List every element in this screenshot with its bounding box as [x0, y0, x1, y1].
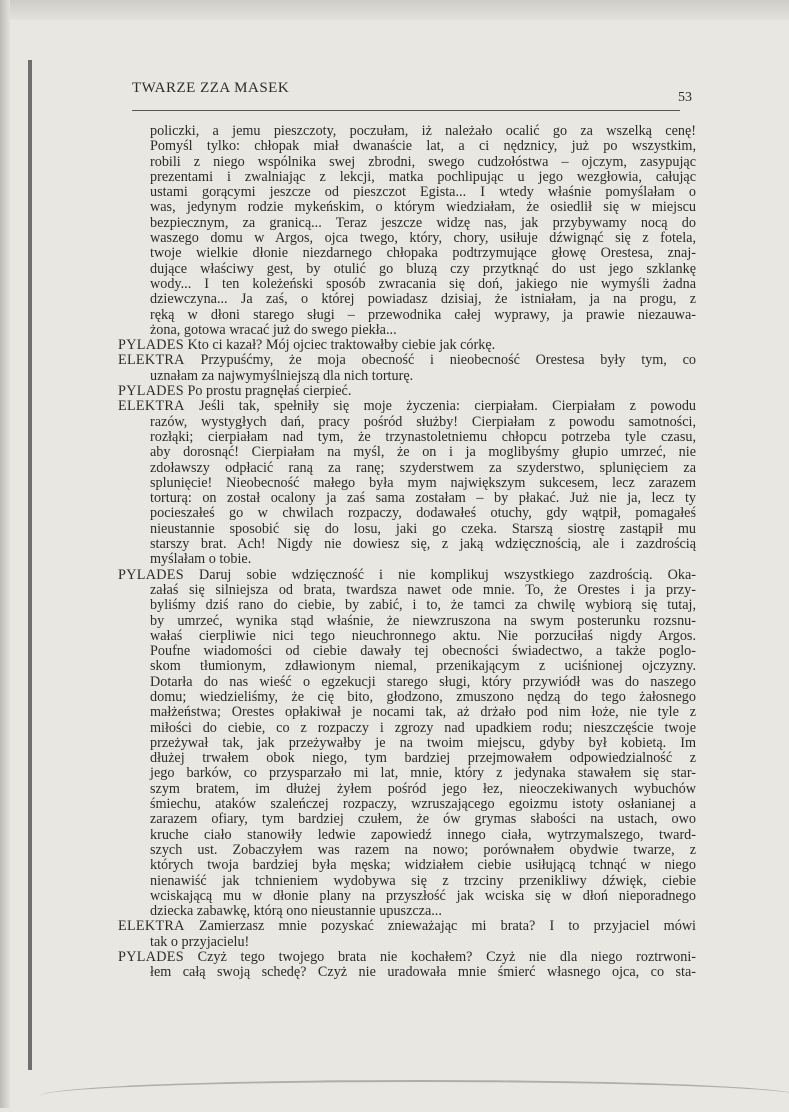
- text-line: [118, 889, 696, 904]
- line-text: załaś się silniejsza od brata, twardsza nawet ode mnie. To, że Orestes i ja przy-: [150, 581, 696, 598]
- line-text: których twoja bardziej była męska; widziałem ciebie usiłującą tchnąć w niego: [150, 857, 696, 874]
- text-line: [118, 598, 696, 613]
- text-line: [118, 476, 696, 491]
- line-text: starszy brat. Ach! Nigdy nie dowiesz się, z jaką wdzięcznością, ale i zazdrością: [150, 536, 696, 553]
- text-line: [118, 797, 696, 812]
- line-text: bezpiecznym, za granicą... Teraz jeszcze widzę nas, jak przybywamy nocą do: [150, 214, 696, 231]
- line-text: dziewczyna... Ja zaś, o której powiadasz dzisiaj, że istniałam, ja na progu, z: [150, 291, 696, 308]
- text-line: [118, 751, 696, 766]
- text-line: [118, 812, 696, 827]
- text-line: [118, 323, 696, 338]
- speaker-line: [118, 919, 696, 934]
- line-text: robili z niego wspólnika swej zbrodni, swego cudzołóstwa – ojczym, zasypując: [150, 153, 696, 170]
- text-line: [118, 262, 696, 277]
- text-line: [118, 935, 696, 950]
- line-text: domu; wiedzieliśmy, że cię bito, głodzono, zmuszono nędzą do tego żałosnego: [150, 688, 696, 705]
- line-text: prezentami i zwalniając z lekcji, matka pochlipując u jego wezgłowia, całując: [150, 168, 696, 185]
- text-line: [118, 185, 696, 200]
- line-text: ustami gorącymi jeszcze od pieszczot Egista... I wtedy właśnie pomyślałam o: [150, 184, 696, 201]
- line-text: kruche ciało stanowiły ledwie zapowiedź innego ciała, wytrzymalszego, tward-: [150, 826, 696, 843]
- speaker-line: [118, 568, 696, 583]
- text-line: [118, 200, 696, 215]
- line-text: przeżywał tak, jak przeżywałby je na twoim miejscu, gdyby był kobietą. Im: [150, 734, 696, 751]
- text-line: [118, 124, 696, 139]
- text-line: [118, 874, 696, 889]
- line-text: was, jedynym rodzie mykeńskim, o którym wiedziałam, że osiedlił się w miejscu: [150, 199, 696, 216]
- line-text: dłużej trwałem obok niego, tym bardziej przejmowałem odpowiedzialność z: [150, 750, 696, 767]
- text-line: [118, 721, 696, 736]
- speaker-name: ELEKTRA: [118, 918, 185, 935]
- text-line: [118, 904, 696, 919]
- line-text: śmiechu, ataków szaleńczej rozpaczy, wzruszającego egoizmu istoty osłanianej a: [150, 796, 696, 813]
- line-text: Zamierzasz mnie pozyskać znieważając mi brata? I to przyjaciel mówi: [198, 918, 697, 935]
- line-text: torturą: on został ocalony ja zaś sama zostałam – by płakać. Już nie ja, lecz ty: [150, 490, 696, 507]
- text-line: [118, 506, 696, 521]
- line-text: wody... I ten koleżeński sposób zwracania się doń, jakiego nie wymyśli żadna: [150, 275, 696, 292]
- line-text: tak o przyjacielu!: [150, 933, 250, 950]
- speaker-line: [118, 399, 696, 414]
- page-body-text: [118, 124, 696, 981]
- text-line: [118, 231, 696, 246]
- speaker-name: PYLADES: [118, 337, 184, 354]
- text-line: [118, 629, 696, 644]
- text-line: [118, 277, 696, 292]
- line-text: Przypuśćmy, że moja obecność i nieobecność Orestesa były tym, co: [200, 352, 697, 369]
- text-line: [118, 155, 696, 170]
- speaker-line: [118, 950, 696, 965]
- text-line: [118, 705, 696, 720]
- text-line: [118, 292, 696, 307]
- line-text: zdoławszy odpłacić raną za ranę; szyderstwem za szyderstwo, splunięciem za: [150, 459, 696, 476]
- scan-top-edge: [0, 0, 789, 20]
- text-line: [118, 736, 696, 751]
- text-line: [118, 246, 696, 261]
- line-text: szych ust. Zobaczyłem was razem na nowo; porównałem obydwie twarze, z: [150, 841, 696, 858]
- line-text: pocieszałeś go w chwilach rozpaczy, dodawałeś otuchy, gdy wątpił, pomagałeś: [150, 505, 696, 522]
- line-text: wałaś cierpliwie nici tego nieuchronnego aktu. Nie porzuciłaś nigdy Argos.: [150, 627, 696, 644]
- line-text: żona, gotowa wracać już do swego piekła...: [150, 321, 397, 338]
- line-text: jego barków, co przysparzało mi lat, mnie, który z jedynaka stawałem się star-: [150, 765, 696, 782]
- line-text: małżeństwa; Orestes opłakiwał je nocami tak, aż drżało pod nim łoże, nie tyle z: [150, 704, 696, 721]
- line-text: aby dorosnąć! Cierpiałam na myśl, że on i ja moglibyśmy głupio umrzeć, nie: [150, 444, 696, 461]
- text-line: [118, 690, 696, 705]
- line-text: razów, wystygłych dań, pracy pośród służby! Cierpiałam z powodu samotności,: [150, 413, 696, 430]
- page-header: [132, 80, 692, 111]
- line-text: splunięcie! Nieobecność małego była mym największym sukcesem, lecz zarazem: [150, 474, 696, 491]
- line-text: myślałam o tobie.: [150, 551, 252, 568]
- line-text: szym bratem, im dłużej żyłem pośród jego łez, nieoczekiwanych wybuchów: [150, 780, 696, 797]
- line-text: twoje wielkie dłonie niezdarnego chłopaka podtrzymujące głowę Orestesa, znaj-: [150, 245, 696, 262]
- speaker-line: [118, 338, 696, 353]
- line-text: byliśmy dziś rano do ciebie, by zabić, i to, że tamci za chwilę wybiorą się tutaj,: [150, 597, 696, 614]
- line-text: waszego domu w Argos, ojca twego, który, chory, usiłuje dźwignąć się z fotela,: [150, 230, 696, 247]
- text-line: [118, 965, 696, 980]
- text-line: [118, 614, 696, 629]
- line-text: zarazem ofiary, tym bardziej czułem, że ów grymas słabości na ustach, owo: [150, 811, 696, 828]
- line-text: nienawiść jak tchnieniem wydobywa się z trzciny przenikliwy dźwięk, ciebie: [150, 872, 696, 889]
- text-line: [118, 583, 696, 598]
- line-text: policzki, a jemu pieszczoty, poczułam, iż należało ocalić go za wszelką cenę!: [150, 123, 696, 139]
- book-binding-shadow: [28, 60, 38, 1070]
- speaker-name: ELEKTRA: [118, 352, 185, 369]
- text-line: [118, 675, 696, 690]
- text-line: [118, 644, 696, 659]
- line-text: by umrzeć, wynika stąd właśnie, że niewzruszona na swym posterunku rozsnu-: [150, 612, 696, 629]
- text-line: [118, 415, 696, 430]
- text-line: [118, 537, 696, 552]
- speaker-line: [118, 353, 696, 368]
- speaker-name: PYLADES: [118, 383, 184, 400]
- line-text: Dotarła do nas wieść o egzekucji starego sługi, który przywiódł was do naszego: [150, 673, 696, 690]
- line-text: nieustannie sposobić się do losu, jaki go czeka. Starszą siostrę zastąpił mu: [150, 520, 696, 537]
- line-text: wciskającą mu w dłonie plany na przyszłość jak wciska się w dłoń nieporadnego: [150, 887, 696, 904]
- text-line: [118, 766, 696, 781]
- text-line: [118, 369, 696, 384]
- text-line: [118, 659, 696, 674]
- text-line: [118, 782, 696, 797]
- text-line: [118, 445, 696, 460]
- line-text: dziecka zabawkę, którą ono nieustannie upuszcza...: [150, 903, 442, 920]
- page-curl-shadow: [40, 1080, 789, 1112]
- text-line: [118, 139, 696, 154]
- line-text: ręką w dłoni starego sługi – przewodnika całej wyprawy, ja prawie niezauwa-: [150, 306, 696, 323]
- text-line: [118, 461, 696, 476]
- line-text: Kto ci kazał? Mój ojciec traktowałby ciebie jak córkę.: [187, 337, 496, 354]
- text-line: [118, 828, 696, 843]
- text-line: [118, 552, 696, 567]
- line-text: rozłąki; cierpiałam nad tym, że trzynastoletniemu chłopcu potrzeba tyle czasu,: [150, 428, 696, 445]
- line-text: miłości do ciebie, co z rozpaczy i zgrozy nad upadkiem rodu; nieszczęście twoje: [150, 719, 696, 736]
- line-text: Jeśli tak, spełniły się moje życzenia: cierpiałam. Cierpiałam z powodu: [199, 398, 697, 415]
- text-line: [118, 308, 696, 323]
- text-line: [118, 858, 696, 873]
- line-text: Pomyśl tylko: chłopak miał dwanaście lat, a ci nędznicy, już po wszystkim,: [150, 138, 696, 155]
- line-text: dujące właściwy gest, by otulić go bluzą czy przytknąć do ust jego szklankę: [150, 260, 696, 277]
- line-text: skom tłumionym, zdławionym niemal, przenikającym z uciśnionej ojczyzny.: [150, 658, 696, 675]
- text-line: [118, 430, 696, 445]
- text-line: [118, 170, 696, 185]
- line-text: Poufne wiadomości od ciebie dawały tej obecności świadectwo, a także poglo-: [150, 643, 696, 660]
- line-text: Po prostu pragnęłaś cierpieć.: [187, 383, 352, 400]
- line-text: uznałam za najwymyślniejszą dla nich torturę.: [150, 367, 414, 384]
- text-line: [118, 216, 696, 231]
- speaker-name: PYLADES: [118, 566, 184, 583]
- text-line: [118, 491, 696, 506]
- speaker-line: [118, 384, 696, 399]
- text-line: [118, 843, 696, 858]
- line-text: Daruj sobie wdzięczność i nie komplikuj wszystkiego zazdrością. Oka-: [199, 566, 696, 583]
- scan-left-edge: [0, 0, 10, 1108]
- speaker-name: PYLADES: [118, 949, 184, 966]
- running-title: TWARZE ZZA MASEK: [132, 80, 290, 96]
- text-line: [118, 522, 696, 537]
- line-text: Czyż tego twojego brata nie kochałem? Czyż nie dla niego roztrwoni-: [197, 949, 697, 966]
- page-number: 53: [678, 90, 692, 105]
- speaker-name: ELEKTRA: [118, 398, 185, 415]
- line-text: łem całą swoją schedę? Czyż nie uradowała mnie śmierć własnego ojca, co sta-: [150, 964, 696, 981]
